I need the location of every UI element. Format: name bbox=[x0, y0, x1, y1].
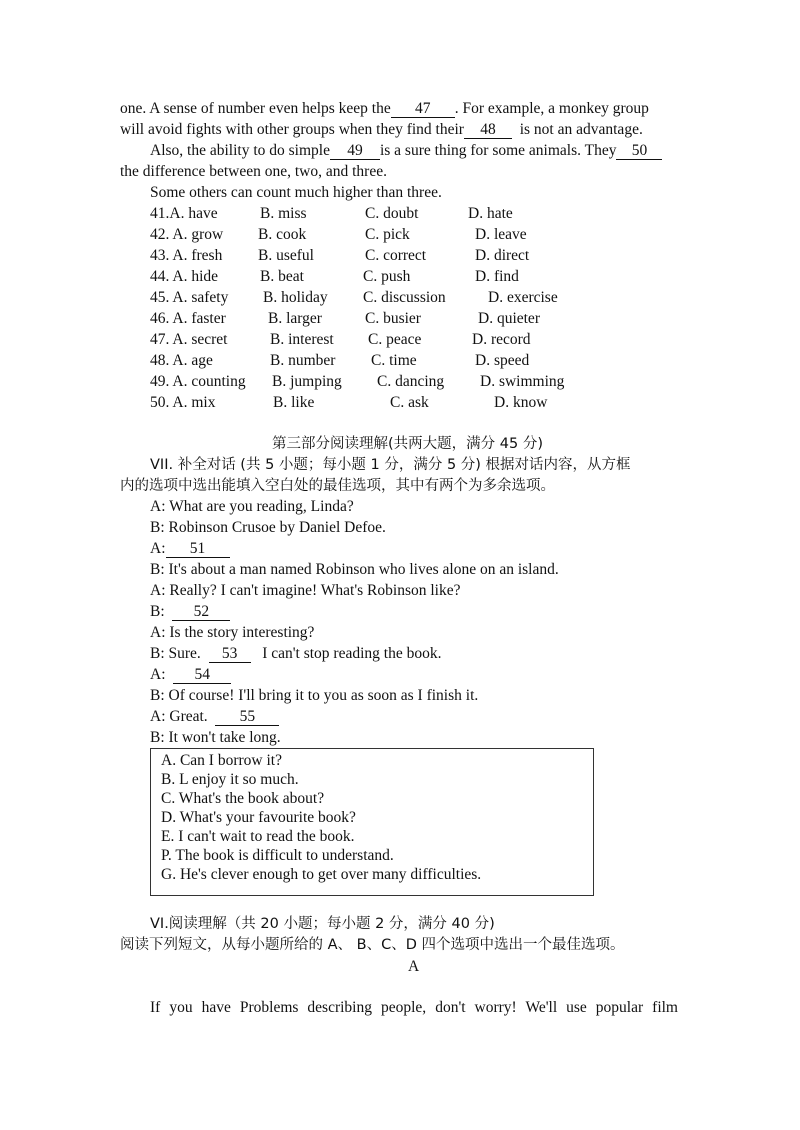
passage-line-3: Also, the ability to do simple 49 is a sure thing for some animals. They 50 bbox=[150, 141, 662, 161]
dialogue-line: B: Robinson Crusoe by Daniel Defoe. bbox=[150, 519, 386, 536]
option-46-c: C. busier bbox=[365, 310, 421, 327]
option-41-c: C. doubt bbox=[365, 205, 419, 222]
choice-item: C. What's the book about? bbox=[161, 790, 325, 807]
option-48-a: 48. A. age bbox=[150, 352, 213, 369]
option-41-d: D. hate bbox=[468, 205, 513, 222]
dialogue-line: A: Really? I can't imagine! What's Robinson like? bbox=[150, 582, 461, 599]
blank-55: 55 bbox=[215, 708, 279, 726]
option-42-d: D. leave bbox=[475, 226, 527, 243]
blank-49: 49 bbox=[330, 142, 380, 160]
choice-item: D. What's your favourite book? bbox=[161, 809, 356, 826]
dialogue-line: B: Of course! I'll bring it to you as soon as I finish it. bbox=[150, 687, 479, 704]
option-50-b: B. like bbox=[273, 394, 315, 411]
dialogue-line: B: It won't take long. bbox=[150, 729, 281, 746]
option-46-a: 46. A. faster bbox=[150, 310, 226, 327]
dialogue-line: A: What are you reading, Linda? bbox=[150, 498, 354, 515]
choice-item: B. L enjoy it so much. bbox=[161, 771, 299, 788]
blank-52: 52 bbox=[172, 603, 230, 621]
option-43-c: C. correct bbox=[365, 247, 427, 264]
dialogue-line: A: Is the story interesting? bbox=[150, 624, 315, 641]
blank-47: 47 bbox=[391, 100, 455, 118]
option-49-a: 49. A. counting bbox=[150, 373, 246, 390]
blank-53: 53 bbox=[209, 645, 251, 663]
dialogue-line: A: 51 bbox=[150, 539, 230, 559]
option-42-b: B. cook bbox=[258, 226, 307, 243]
option-50-d: D. know bbox=[494, 394, 548, 411]
option-44-a: 44. A. hide bbox=[150, 268, 219, 285]
option-47-b: B. interest bbox=[270, 331, 334, 348]
option-48-b: B. number bbox=[270, 352, 336, 369]
option-49-d: D. swimming bbox=[480, 373, 565, 390]
option-43-d: D. direct bbox=[475, 247, 530, 264]
dialogue-line: A: 54 bbox=[150, 665, 231, 685]
option-46-b: B. larger bbox=[268, 310, 322, 327]
blank-51: 51 bbox=[166, 540, 230, 558]
option-48-d: D. speed bbox=[475, 352, 530, 369]
option-42-a: 42. A. grow bbox=[150, 226, 224, 243]
option-45-b: B. holiday bbox=[263, 289, 328, 306]
dialogue-line: B: Sure. 53 I can't stop reading the book. bbox=[150, 645, 442, 662]
option-42-c: C. pick bbox=[365, 226, 410, 243]
passage-line-4: the difference between one, two, and three. bbox=[120, 163, 387, 180]
option-48-c: C. time bbox=[371, 352, 417, 369]
option-45-c: C. discussion bbox=[363, 289, 446, 306]
choices-box bbox=[150, 748, 594, 896]
blank-54: 54 bbox=[173, 666, 231, 684]
dialogue-line: A: Great. 55 bbox=[150, 707, 279, 727]
option-49-b: B. jumping bbox=[272, 373, 342, 390]
option-43-b: B. useful bbox=[258, 247, 314, 264]
choice-item: G. He's clever enough to get over many difficulties. bbox=[161, 866, 482, 883]
section7-heading-line1: VII. 补全对话 (共 5 小题；每小题 1 分，满分 5 分) 根据对话内容，从方框 bbox=[150, 457, 631, 473]
dialogue-line: B: It's about a man named Robinson who lives alone on an island. bbox=[150, 561, 559, 578]
option-44-b: B. beat bbox=[260, 268, 304, 285]
option-41-b: B. miss bbox=[260, 205, 307, 222]
passage-a-first-line: If you have Problems describing people, don't worry! We'll use popular film bbox=[150, 999, 678, 1016]
blank-48: 48 bbox=[464, 121, 512, 139]
passage-line-5: Some others can count much higher than three. bbox=[150, 184, 442, 201]
passage-line-1: one. A sense of number even helps keep the 47 . For example, a monkey group bbox=[120, 100, 649, 117]
choice-item: E. I can't wait to read the book. bbox=[161, 828, 355, 845]
option-47-c: C. peace bbox=[368, 331, 422, 348]
passage-line-2: will avoid fights with other groups when they find their 48 is not an advantage. bbox=[120, 121, 643, 138]
section6-heading-line1: VI.阅读理解（共 20 小题；每小题 2 分，满分 40 分) bbox=[150, 916, 495, 932]
option-47-a: 47. A. secret bbox=[150, 331, 228, 348]
option-50-a: 50. A. mix bbox=[150, 394, 216, 411]
blank-50: 50 bbox=[616, 142, 662, 160]
section7-heading-line2: 内的选项中选出能填入空白处的最佳选项，其中有两个为多余选项。 bbox=[120, 478, 555, 494]
option-44-d: D. find bbox=[475, 268, 519, 285]
choice-item: P. The book is difficult to understand. bbox=[161, 847, 394, 864]
section6-heading-line2: 阅读下列短文，从每小题所给的 A、 B、C、D 四个选项中选出一个最佳选项。 bbox=[120, 937, 625, 953]
option-47-d: D. record bbox=[472, 331, 531, 348]
option-45-a: 45. A. safety bbox=[150, 289, 229, 306]
dialogue-line: B: 52 bbox=[150, 602, 230, 622]
option-46-d: D. quieter bbox=[478, 310, 540, 327]
option-45-d: D. exercise bbox=[488, 289, 558, 306]
option-44-c: C. push bbox=[363, 268, 411, 285]
passage-label: A bbox=[408, 958, 420, 975]
choice-item: A. Can I borrow it? bbox=[161, 752, 282, 769]
option-43-a: 43. A. fresh bbox=[150, 247, 223, 264]
option-50-c: C. ask bbox=[390, 394, 429, 411]
option-41-a: 41.A. have bbox=[150, 205, 218, 222]
part3-title: 第三部分阅读理解(共两大题，满分 45 分) bbox=[272, 436, 543, 452]
option-49-c: C. dancing bbox=[377, 373, 445, 390]
